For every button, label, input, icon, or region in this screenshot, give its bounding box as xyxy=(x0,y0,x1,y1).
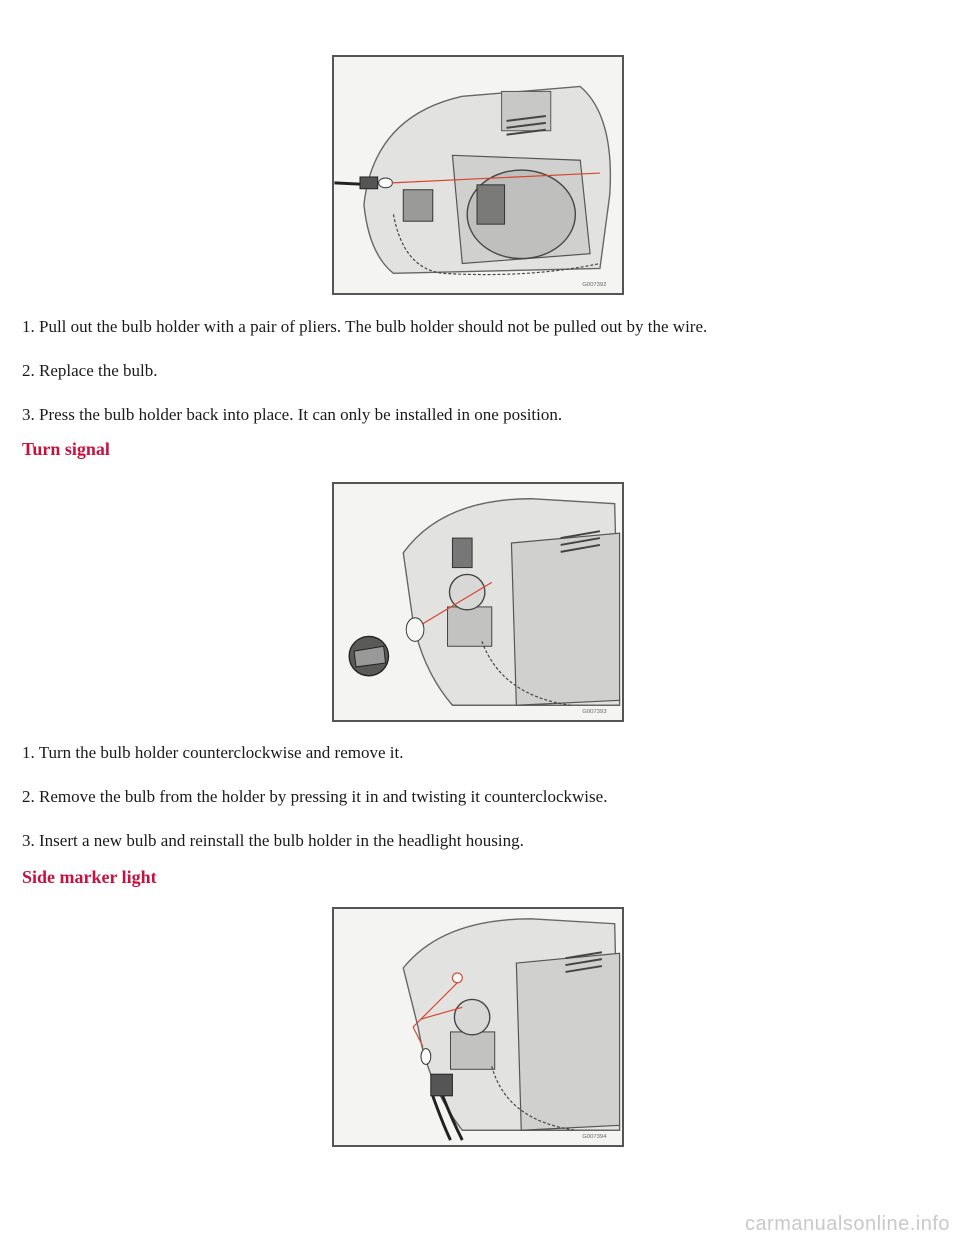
watermark: carmanualsonline.info xyxy=(744,1213,950,1235)
step-1-turn-bulb-holder: 1. Turn the bulb holder counterclockwise and remove it. xyxy=(22,743,404,762)
figure-code-2: G007393 xyxy=(582,709,607,716)
figure-headlight-bulb-holder xyxy=(332,55,624,295)
heading-turn-signal: Turn signal xyxy=(22,439,110,459)
headlight-illustration-2 xyxy=(334,484,622,720)
figure-turn-signal xyxy=(332,482,624,722)
figure-code-3: G007394 xyxy=(582,1134,607,1141)
headlight-illustration-3 xyxy=(334,909,622,1145)
heading-side-marker-light: Side marker light xyxy=(22,867,157,887)
headlight-illustration-1 xyxy=(334,57,622,293)
step-3-insert-new-bulb: 3. Insert a new bulb and reinstall the bulb holder in the headlight housing. xyxy=(22,831,524,850)
figure-side-marker-light xyxy=(332,907,624,1147)
step-1-pull-out-bulb-holder: 1. Pull out the bulb holder with a pair of pliers. The bulb holder should not be pulled out by the wire. xyxy=(22,317,708,336)
step-3-press-holder-back: 3. Press the bulb holder back into place. It can only be installed in one position. xyxy=(22,405,563,424)
step-2-replace-bulb: 2. Replace the bulb. xyxy=(22,361,158,380)
step-2-remove-bulb: 2. Remove the bulb from the holder by pressing it in and twisting it counterclockwise. xyxy=(22,787,608,806)
figure-code-1: G007392 xyxy=(582,282,607,289)
